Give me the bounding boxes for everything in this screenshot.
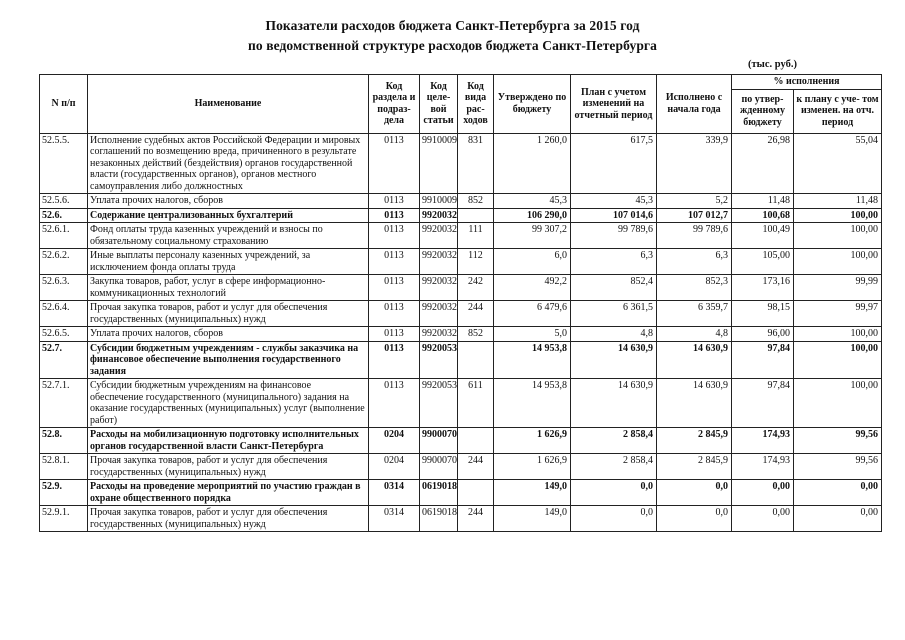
cell-section-code: 0113 [369, 275, 420, 301]
cell-num: 52.6.3. [40, 275, 88, 301]
cell-num: 52.6. [40, 208, 88, 223]
cell-target-code: 9910009 [420, 194, 458, 209]
cell-executed: 107 012,7 [657, 208, 732, 223]
cell-name: Закупка товаров, работ, услуг в сфере информационно-коммуникационных технологий [88, 275, 369, 301]
cell-plan: 14 630,9 [571, 379, 657, 428]
cell-approved: 1 626,9 [494, 454, 571, 480]
cell-plan: 4,8 [571, 327, 657, 342]
cell-approved: 6,0 [494, 249, 571, 275]
header-pct-plan: к плану с уче- том изменен. на отч. период [794, 89, 882, 133]
cell-section-code: 0113 [369, 341, 420, 379]
cell-pct-approved: 97,84 [732, 379, 794, 428]
cell-pct-plan: 0,00 [794, 506, 882, 532]
cell-plan: 6 361,5 [571, 301, 657, 327]
cell-num: 52.8. [40, 428, 88, 454]
cell-plan: 852,4 [571, 275, 657, 301]
cell-target-code: 9920032 [420, 249, 458, 275]
cell-executed: 2 845,9 [657, 454, 732, 480]
table-row [40, 223, 882, 249]
cell-target-code: 9920032 [420, 223, 458, 249]
cell-section-code: 0113 [369, 133, 420, 194]
cell-name: Уплата прочих налогов, сборов [88, 327, 369, 342]
table-row [40, 454, 882, 480]
header-plan: План с учетом изменений на отчетный период [571, 75, 657, 134]
cell-plan: 45,3 [571, 194, 657, 209]
cell-num: 52.8.1. [40, 454, 88, 480]
cell-executed: 2 845,9 [657, 428, 732, 454]
cell-approved: 1 260,0 [494, 133, 571, 194]
cell-target-code: 9920032 [420, 208, 458, 223]
table-row [40, 428, 882, 454]
cell-pct-plan: 99,56 [794, 428, 882, 454]
cell-target-code: 9900070 [420, 428, 458, 454]
cell-pct-approved: 96,00 [732, 327, 794, 342]
cell-section-code: 0113 [369, 223, 420, 249]
cell-approved: 99 307,2 [494, 223, 571, 249]
cell-pct-plan: 100,00 [794, 208, 882, 223]
cell-target-code: 9900070 [420, 454, 458, 480]
cell-approved: 1 626,9 [494, 428, 571, 454]
cell-pct-plan: 100,00 [794, 223, 882, 249]
cell-approved: 106 290,0 [494, 208, 571, 223]
cell-pct-plan: 100,00 [794, 327, 882, 342]
cell-executed: 339,9 [657, 133, 732, 194]
header-name: Наименование [88, 75, 369, 134]
table-row [40, 506, 882, 532]
cell-approved: 14 953,8 [494, 379, 571, 428]
budget-table [39, 74, 882, 532]
cell-plan: 0,0 [571, 506, 657, 532]
cell-type-code: 611 [458, 379, 494, 428]
cell-type-code: 852 [458, 327, 494, 342]
cell-section-code: 0314 [369, 506, 420, 532]
cell-approved: 45,3 [494, 194, 571, 209]
cell-section-code: 0204 [369, 428, 420, 454]
cell-target-code: 9910009 [420, 133, 458, 194]
header-target-code: Код целе- вой статьи [420, 75, 458, 134]
cell-name: Уплата прочих налогов, сборов [88, 194, 369, 209]
cell-target-code: 0619018 [420, 506, 458, 532]
table-row [40, 327, 882, 342]
cell-approved: 14 953,8 [494, 341, 571, 379]
cell-approved: 6 479,6 [494, 301, 571, 327]
cell-plan: 6,3 [571, 249, 657, 275]
header-executed: Исполнено с начала года [657, 75, 732, 134]
header-num: N п/п [40, 75, 88, 134]
cell-target-code: 9920032 [420, 301, 458, 327]
cell-type-code: 112 [458, 249, 494, 275]
cell-pct-approved: 174,93 [732, 454, 794, 480]
cell-pct-plan: 100,00 [794, 341, 882, 379]
cell-target-code: 9920053 [420, 379, 458, 428]
cell-executed: 14 630,9 [657, 379, 732, 428]
table-row [40, 301, 882, 327]
cell-approved: 149,0 [494, 480, 571, 506]
cell-target-code: 9920032 [420, 327, 458, 342]
cell-type-code: 244 [458, 301, 494, 327]
cell-name: Субсидии бюджетным учреждениям на финансовое обеспечение государственного (муниципального) задания на оказание государственных (муниципальных) услуг (выполнение работ) [88, 379, 369, 428]
cell-type-code [458, 428, 494, 454]
cell-executed: 14 630,9 [657, 341, 732, 379]
units-label: (тыс. руб.) [748, 59, 797, 70]
cell-pct-plan: 0,00 [794, 480, 882, 506]
table-row [40, 379, 882, 428]
cell-name: Прочая закупка товаров, работ и услуг для обеспечения государственных (муниципальных) нужд [88, 301, 369, 327]
cell-num: 52.6.1. [40, 223, 88, 249]
cell-num: 52.5.6. [40, 194, 88, 209]
cell-num: 52.9. [40, 480, 88, 506]
cell-pct-approved: 0,00 [732, 506, 794, 532]
header-approved: Утверждено по бюджету [494, 75, 571, 134]
cell-num: 52.6.4. [40, 301, 88, 327]
cell-section-code: 0113 [369, 208, 420, 223]
cell-pct-approved: 100,68 [732, 208, 794, 223]
cell-plan: 99 789,6 [571, 223, 657, 249]
cell-pct-approved: 11,48 [732, 194, 794, 209]
cell-executed: 0,0 [657, 480, 732, 506]
cell-executed: 5,2 [657, 194, 732, 209]
cell-type-code: 244 [458, 454, 494, 480]
cell-plan: 2 858,4 [571, 454, 657, 480]
cell-pct-plan: 55,04 [794, 133, 882, 194]
cell-section-code: 0113 [369, 301, 420, 327]
cell-pct-approved: 0,00 [732, 480, 794, 506]
cell-type-code [458, 480, 494, 506]
cell-executed: 0,0 [657, 506, 732, 532]
cell-name: Иные выплаты персоналу казенных учреждений, за исключением фонда оплаты труда [88, 249, 369, 275]
table-row [40, 249, 882, 275]
header-pct: % исполнения [732, 75, 882, 90]
cell-num: 52.6.5. [40, 327, 88, 342]
cell-name: Расходы на мобилизационную подготовку исполнительных органов государственной власти Санкт-Петербурга [88, 428, 369, 454]
cell-name: Исполнение судебных актов Российской Федерации и мировых соглашений по возмещению вреда, причиненного в результате незаконных действий (бездействия) органов государственной власти (государственных органов), органов местного самоуправления либо должностных [88, 133, 369, 194]
cell-executed: 4,8 [657, 327, 732, 342]
cell-executed: 6 359,7 [657, 301, 732, 327]
cell-name: Прочая закупка товаров, работ и услуг для обеспечения государственных (муниципальных) нужд [88, 506, 369, 532]
cell-type-code [458, 208, 494, 223]
cell-target-code: 9920032 [420, 275, 458, 301]
cell-name: Расходы на проведение мероприятий по участию граждан в охране общественного порядка [88, 480, 369, 506]
cell-plan: 617,5 [571, 133, 657, 194]
table-row [40, 194, 882, 209]
table-row [40, 133, 882, 194]
cell-pct-approved: 173,16 [732, 275, 794, 301]
cell-pct-approved: 98,15 [732, 301, 794, 327]
cell-name: Фонд оплаты труда казенных учреждений и взносы по обязательному социальному страхованию [88, 223, 369, 249]
cell-num: 52.5.5. [40, 133, 88, 194]
cell-type-code: 831 [458, 133, 494, 194]
cell-type-code [458, 341, 494, 379]
cell-section-code: 0113 [369, 194, 420, 209]
header-type-code: Код вида рас- ходов [458, 75, 494, 134]
cell-pct-plan: 11,48 [794, 194, 882, 209]
table-row [40, 341, 882, 379]
cell-approved: 492,2 [494, 275, 571, 301]
cell-num: 52.7. [40, 341, 88, 379]
cell-type-code: 244 [458, 506, 494, 532]
cell-num: 52.9.1. [40, 506, 88, 532]
cell-pct-plan: 99,99 [794, 275, 882, 301]
cell-pct-plan: 100,00 [794, 379, 882, 428]
cell-pct-approved: 174,93 [732, 428, 794, 454]
header-pct-approved: по утвер- жденному бюджету [732, 89, 794, 133]
cell-type-code: 242 [458, 275, 494, 301]
cell-approved: 5,0 [494, 327, 571, 342]
cell-approved: 149,0 [494, 506, 571, 532]
cell-num: 52.7.1. [40, 379, 88, 428]
cell-name: Прочая закупка товаров, работ и услуг для обеспечения государственных (муниципальных) нужд [88, 454, 369, 480]
cell-type-code: 111 [458, 223, 494, 249]
cell-section-code: 0113 [369, 379, 420, 428]
cell-pct-plan: 99,56 [794, 454, 882, 480]
document-title: Показатели расходов бюджета Санкт-Петербурга за 2015 год [265, 18, 640, 33]
cell-pct-plan: 99,97 [794, 301, 882, 327]
cell-section-code: 0204 [369, 454, 420, 480]
cell-executed: 6,3 [657, 249, 732, 275]
cell-section-code: 0113 [369, 327, 420, 342]
cell-plan: 107 014,6 [571, 208, 657, 223]
table-row [40, 480, 882, 506]
cell-section-code: 0314 [369, 480, 420, 506]
cell-pct-plan: 100,00 [794, 249, 882, 275]
document-subtitle: по ведомственной структуре расходов бюджета Санкт-Петербурга [247, 38, 658, 53]
cell-pct-approved: 26,98 [732, 133, 794, 194]
cell-target-code: 0619018 [420, 480, 458, 506]
header-section-code: Код раздела и подраз- дела [369, 75, 420, 134]
cell-plan: 0,0 [571, 480, 657, 506]
cell-target-code: 9920053 [420, 341, 458, 379]
cell-pct-approved: 105,00 [732, 249, 794, 275]
cell-executed: 99 789,6 [657, 223, 732, 249]
cell-name: Содержание централизованных бухгалтерий [88, 208, 369, 223]
cell-name: Субсидии бюджетным учреждениям - службы заказчика на финансовое обеспечение выполнения государственного задания [88, 341, 369, 379]
cell-pct-approved: 97,84 [732, 341, 794, 379]
cell-executed: 852,3 [657, 275, 732, 301]
table-row [40, 275, 882, 301]
table-row [40, 208, 882, 223]
cell-section-code: 0113 [369, 249, 420, 275]
cell-plan: 2 858,4 [571, 428, 657, 454]
cell-num: 52.6.2. [40, 249, 88, 275]
cell-plan: 14 630,9 [571, 341, 657, 379]
cell-type-code: 852 [458, 194, 494, 209]
cell-pct-approved: 100,49 [732, 223, 794, 249]
